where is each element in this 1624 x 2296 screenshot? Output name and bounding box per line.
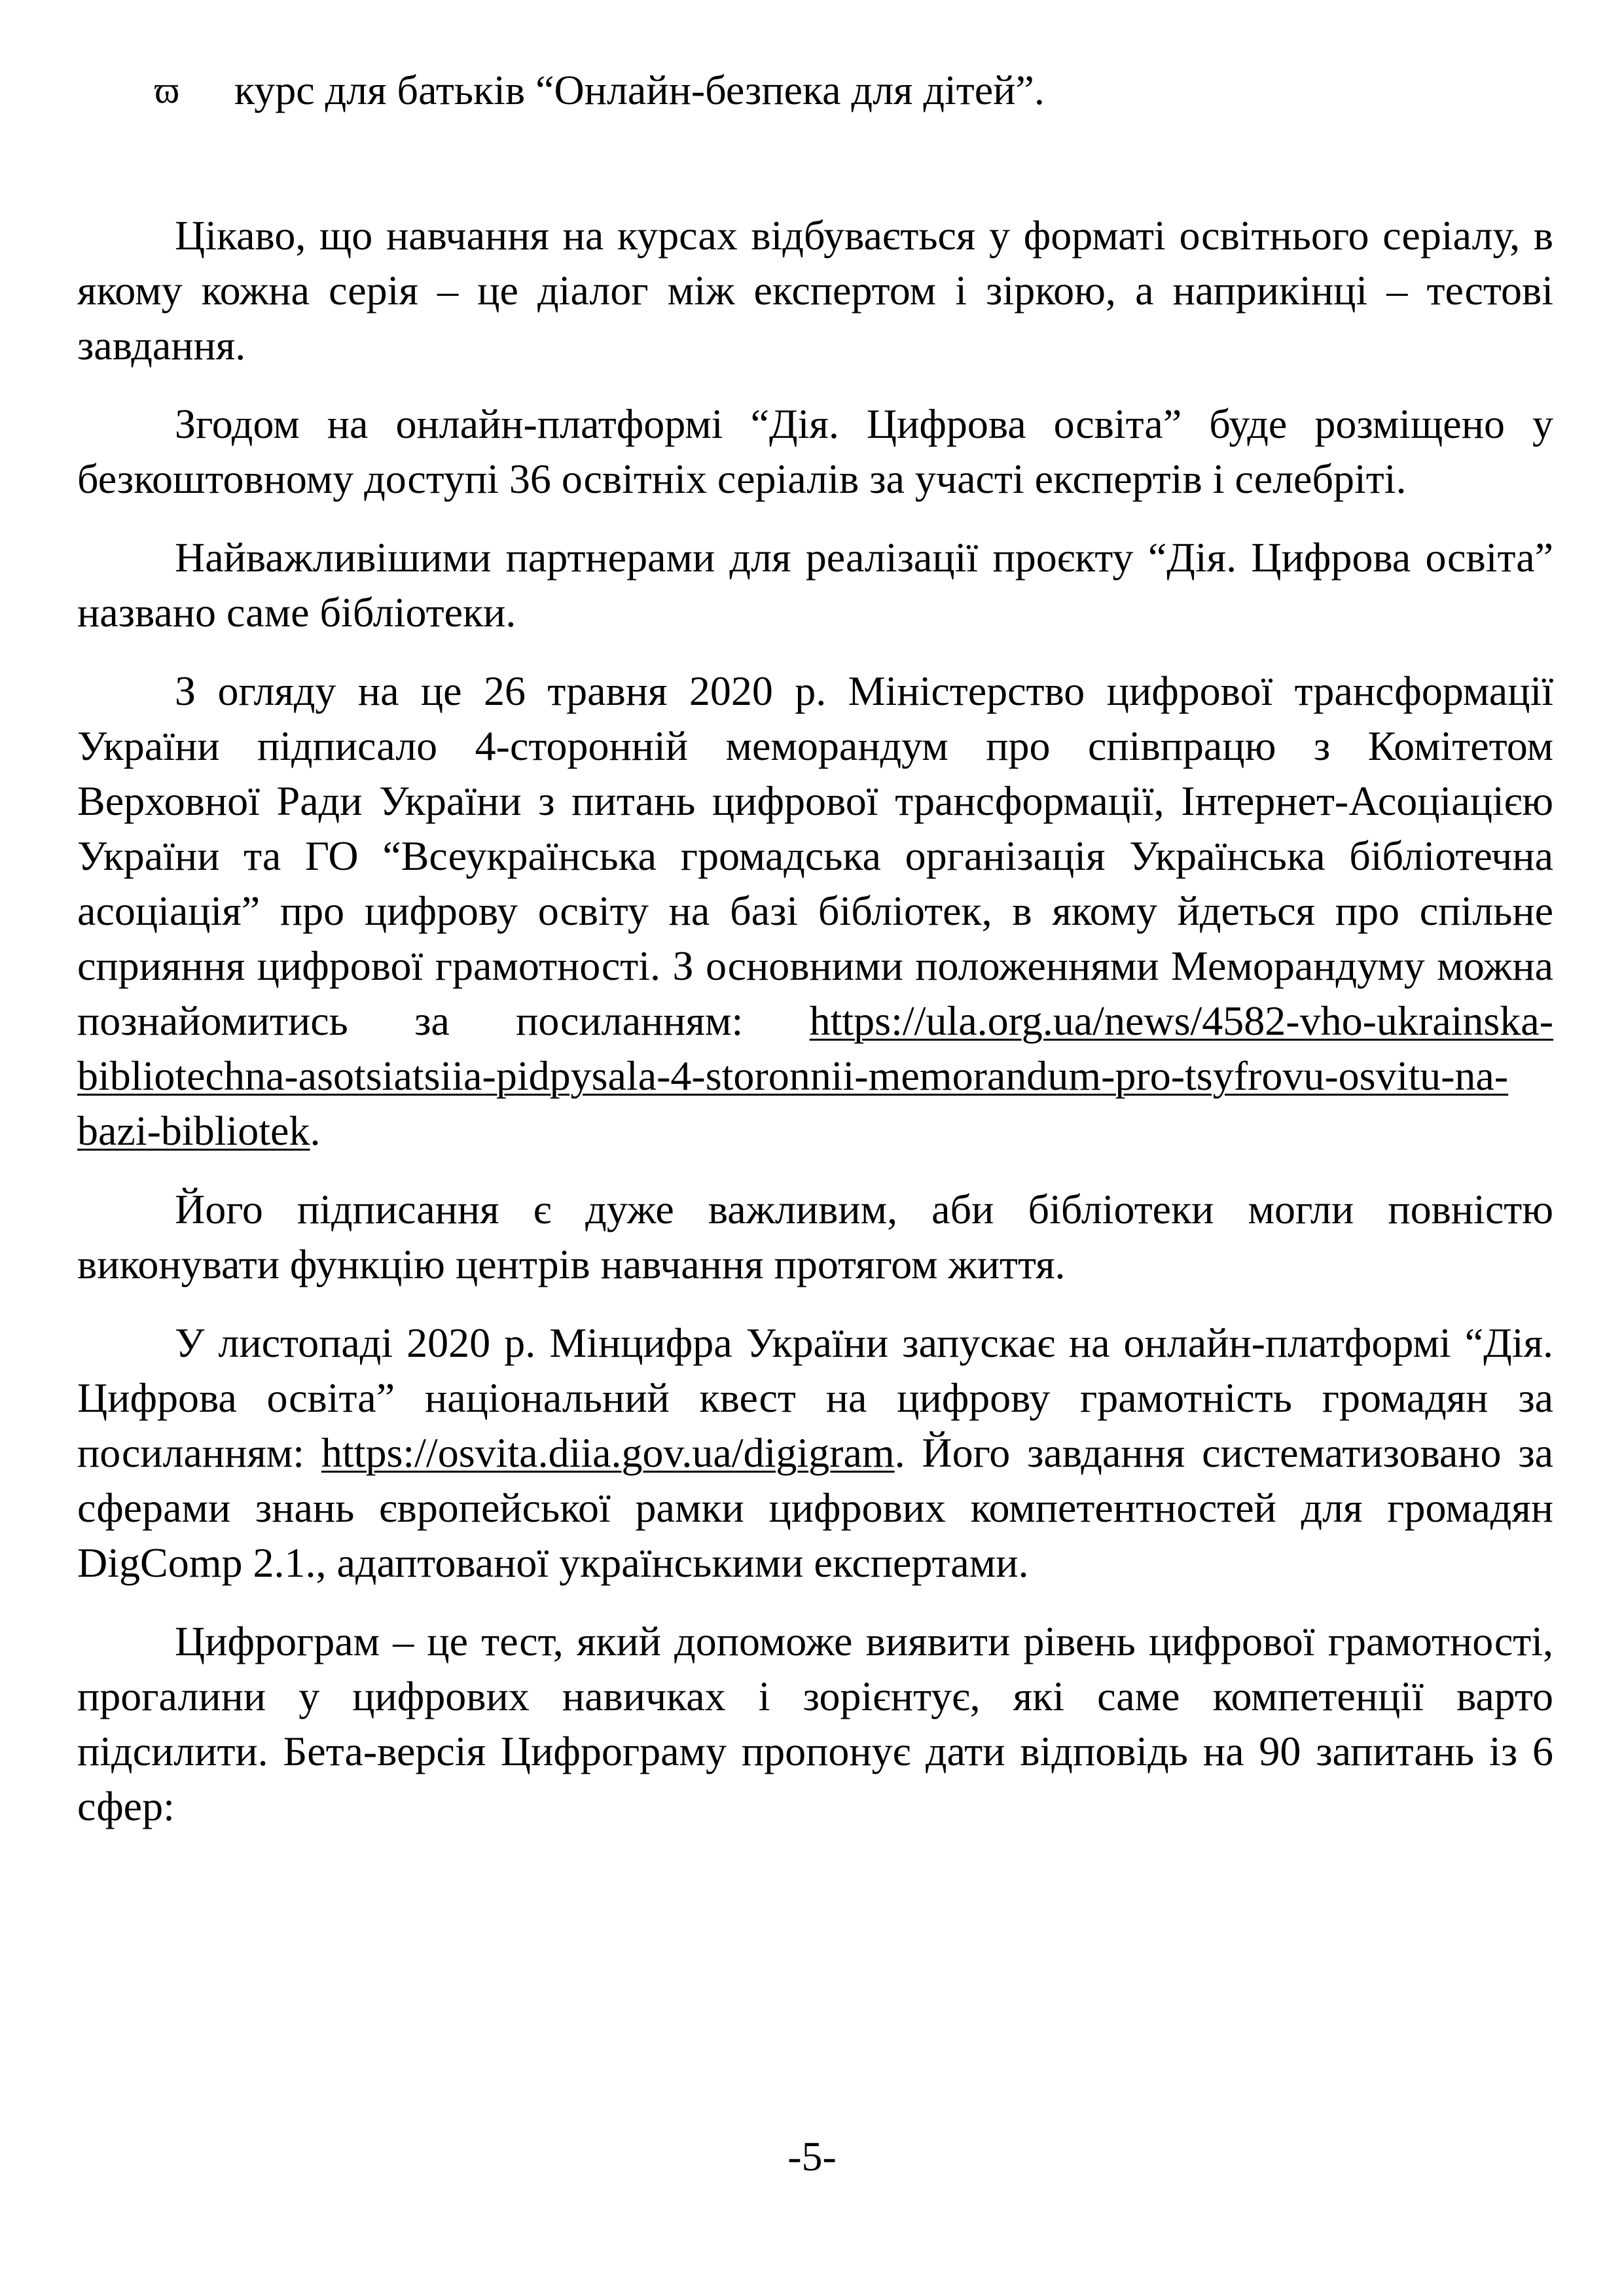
paragraph-digigram: Цифрограм – це тест, який допоможе виявити рівень цифрової грамотності, прогалини у цифрових навичках і зорієнтує, які саме компетенції варто підсилити. Бета-версія Цифрограму пропонує дати відповідь на 90 запитань із 6 сфер:	[77, 1618, 1553, 1829]
memorandum-text-end: .	[310, 1107, 321, 1154]
paragraph-significance: Його підписання є дуже важливим, аби бібліотеки могли повністю виконувати функцію центрів навчання протягом життя.	[77, 1186, 1553, 1287]
quest-text-end: . Його завдання систематизовано за сферами знань європейської рамки цифрових компетентностей для громадян DigComp 2.1., адаптованої українськими експертами.	[77, 1429, 1554, 1586]
memorandum-link[interactable]: https://ula.org.ua/news/4582-vho-ukrainska-bibliotechna-asotsiatsiia-pidpysala-4-storonnii-memorandum-pro-tsyfrovu-osvitu-na-bazi-bibliotek	[77, 997, 1553, 1154]
bullet-item	[77, 63, 1553, 118]
paragraph-memorandum	[77, 664, 1553, 1158]
memorandum-text: З огляду на це 26 травня 2020 р. Міністерство цифрової трансформації України підписало 4-сторонній меморандум про співпрацю з Комітетом Верховної Ради України з питань цифрової трансформації, Інтернет-Асоціацією України та ГО “Всеукраїнська громадська організація Українська бібліотечна асоціація” про цифрову освіту на базі бібліотек, в якому йдеться про спільне сприяння цифрової грамотності. З основними положеннями Меморандуму можна познайомитись за посиланням:	[77, 668, 1553, 1044]
paragraph-platform: Згодом на онлайн-платформі “Дія. Цифрова освіта” буде розміщено у безкоштовному доступі 36 освітніх серіалів за участі експертів і селебріті.	[77, 401, 1553, 502]
digigram-link[interactable]: https://osvita.diia.gov.ua/digigram	[321, 1429, 895, 1476]
paragraph-partners: Найважливішими партнерами для реалізації проєкту “Дія. Цифрова освіта” названо саме бібліотеки.	[77, 534, 1553, 636]
bullet-text: курс для батьків “Онлайн-безпека для дітей”.	[234, 67, 1045, 113]
paragraph-format: Цікаво, що навчання на курсах відбувається у форматі освітнього серіалу, в якому кожна серія – це діалог між експертом і зіркою, а наприкінці – тестові завдання.	[77, 212, 1553, 368]
page-content	[77, 63, 1553, 1834]
page-number: -5-	[787, 2133, 837, 2179]
paragraph-quest	[77, 1316, 1553, 1590]
bullet-icon: ϖ	[154, 69, 180, 111]
quest-text: У листопаді 2020 р. Мінцифра України запускає на онлайн-платформі “Дія. Цифрова освіта” національний квест на цифрову грамотність громадян за посиланням:	[77, 1319, 1553, 1476]
